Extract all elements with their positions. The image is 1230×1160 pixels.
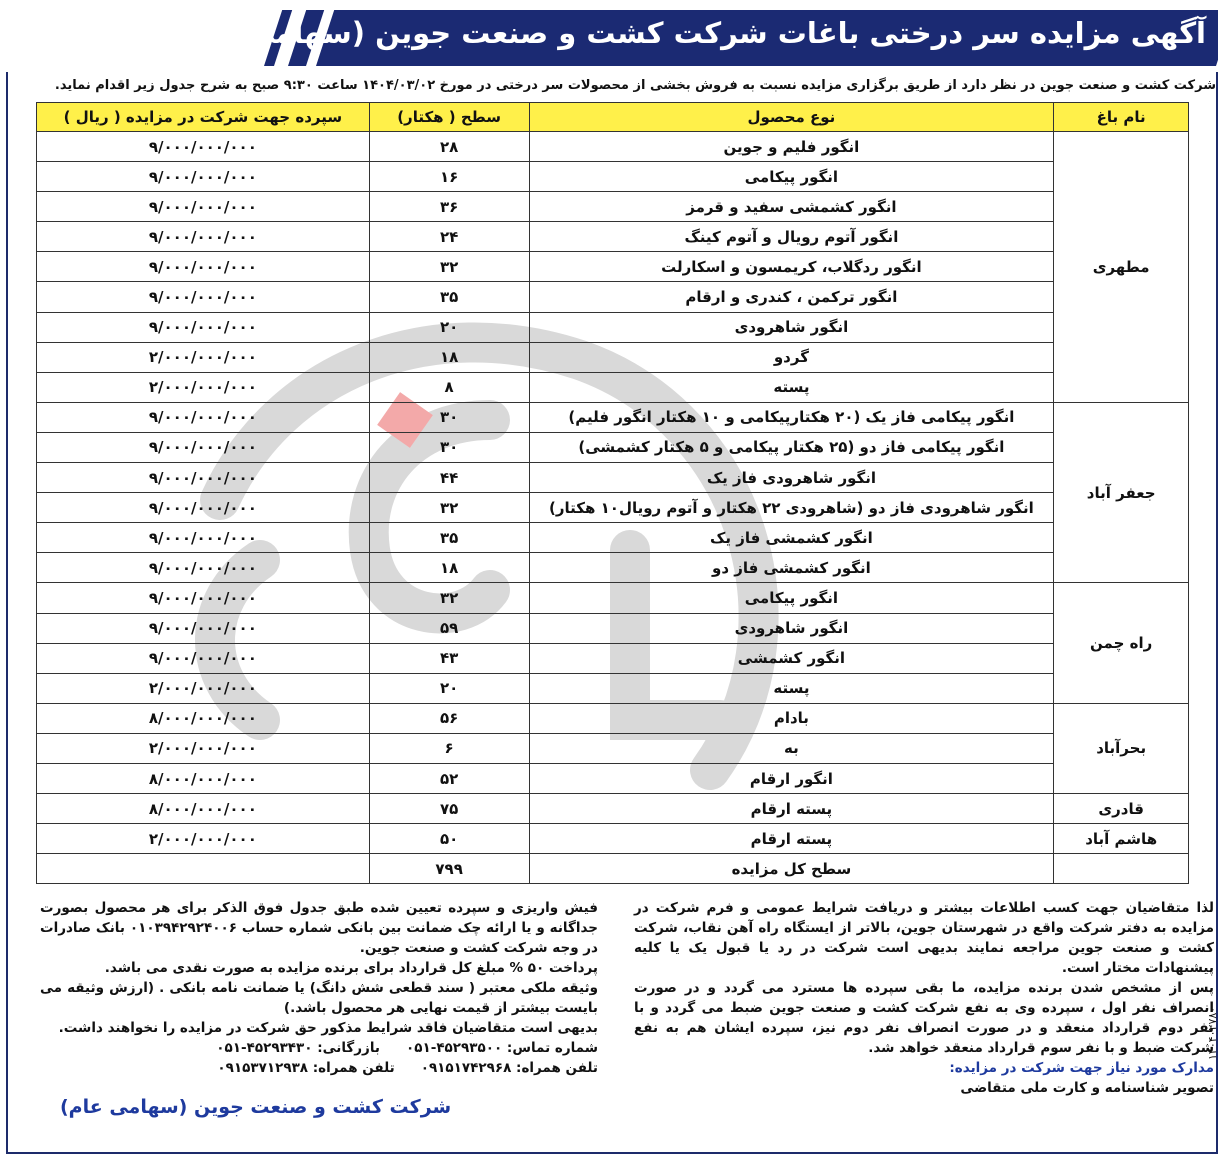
product-cell: انگور کشمشی فاز یک [529,523,1054,553]
terms-paragraph: وثیقه ملکی معتبر ( سند قطعی شش دانگ) یا ضمانت نامه بانکی . (ارزش وثیقه می بایست بیشتر از قیمت نهایی هر محصول باشد.) [40,980,598,1016]
area-cell: ۳۲ [369,252,529,282]
area-cell: ۱۸ [369,553,529,583]
product-cell: به [529,733,1054,763]
product-cell: انگور پیکامی [529,583,1054,613]
deposit-cell: ۹/۰۰۰/۰۰۰/۰۰۰ [37,523,370,553]
area-cell: ۳۵ [369,282,529,312]
area-cell: ۳۰ [369,432,529,462]
header-banner [6,6,1218,72]
product-cell: انگور پیکامی فاز یک (۲۰ هکتارپیکامی و ۱۰ هکتار انگور فلیم) [529,402,1054,432]
deposit-cell: ۸/۰۰۰/۰۰۰/۰۰۰ [37,794,370,824]
deposit-cell: ۹/۰۰۰/۰۰۰/۰۰۰ [37,132,370,162]
area-cell: ۲۰ [369,673,529,703]
deposit-cell: ۹/۰۰۰/۰۰۰/۰۰۰ [37,583,370,613]
area-cell: ۵۲ [369,763,529,793]
area-cell: ۲۰ [369,312,529,342]
deposit-cell: ۹/۰۰۰/۰۰۰/۰۰۰ [37,553,370,583]
product-cell: انگور پیکامی [529,162,1054,192]
product-cell: پسته ارقام [529,824,1054,854]
intro-text: شرکت کشت و صنعت جوین در نظر دارد از طریق برگزاری مزایده نسبت به فروش بخشی از محصولات سر درختی در مورخ ۱۴۰۴/۰۳/۰۲ ساعت ۹:۳۰ صبح به شرح جدول زیر اقدام نماید. [54,78,1216,93]
table-row [37,703,1189,733]
product-cell: انگور کشمشی [529,643,1054,673]
commerce-phone: بازرگانی: ۴۵۲۹۳۴۳۰-۰۵۱ [216,1040,380,1056]
deposit-cell: ۲/۰۰۰/۰۰۰/۰۰۰ [37,733,370,763]
deposit-cell: ۲/۰۰۰/۰۰۰/۰۰۰ [37,372,370,402]
empty-cell [1054,854,1189,884]
product-cell: انگور شاهرودی [529,312,1054,342]
company-signature: شرکت کشت و صنعت جوین (سهامی عام) [60,1096,452,1118]
deposit-cell: ۹/۰۰۰/۰۰۰/۰۰۰ [37,312,370,342]
area-cell: ۶ [369,733,529,763]
deposit-cell: ۹/۰۰۰/۰۰۰/۰۰۰ [37,282,370,312]
terms-paragraph: پس از مشخص شدن برنده مزایده، ما بقی سپرده ها مسترد می گردد و در صورت انصراف نفر اول ، سپرده وی به نفع شرکت کشت و صنعت جوین ضبط می گردد و با نفر دوم قرارداد منعقد و در صورت انصراف نفر دوم نیز، سپرده ایشان هم به نفع شرکت ضبط و با نفر سوم قرارداد منعقد خواهد شد. [634,980,1214,1056]
product-cell: گردو [529,342,1054,372]
area-cell: ۴۳ [369,643,529,673]
garden-cell: قادری [1054,794,1189,824]
area-cell: ۲۴ [369,222,529,252]
area-cell: ۵۹ [369,613,529,643]
auction-table [36,102,1189,884]
deposit-cell: ۲/۰۰۰/۰۰۰/۰۰۰ [37,673,370,703]
area-cell: ۳۶ [369,192,529,222]
area-cell: ۳۲ [369,493,529,523]
table-row [37,643,1189,673]
table-row [37,252,1189,282]
terms-paragraph: لذا متقاضیان جهت کسب اطلاعات بیشتر و دریافت شرایط عمومی و فرم شرکت در مزایده به دفتر شرکت واقع در شهرستان جوین، بالاتر از ایستگاه راه آهن نقاب، شرکت کشت و صنعت جوین مراجعه نمایند بدیهی است شرکت در رد یا قبول یک یا کلیه پیشنهادات مختار است. [634,900,1214,976]
table-header-row [37,103,1189,132]
total-label: سطح کل مزایده [529,854,1054,884]
table-row [37,733,1189,763]
docs-list: تصویر شناسنامه و کارت ملی متقاضی [960,1080,1214,1096]
deposit-cell: ۸/۰۰۰/۰۰۰/۰۰۰ [37,763,370,793]
contact-line [40,1038,598,1058]
contact-phone: شماره تماس: ۴۵۲۹۳۵۰۰-۰۵۱ [405,1040,598,1056]
header-deposit: سپرده جهت شرکت در مزایده ( ریال ) [37,103,370,132]
header-garden: نام باغ [1054,103,1189,132]
deposit-cell: ۲/۰۰۰/۰۰۰/۰۰۰ [37,342,370,372]
terms-right-column [634,898,1214,1098]
deposit-cell: ۸/۰۰۰/۰۰۰/۰۰۰ [37,703,370,733]
table-row [37,613,1189,643]
deposit-cell: ۹/۰۰۰/۰۰۰/۰۰۰ [37,613,370,643]
table-row [37,162,1189,192]
product-cell: انگور شاهرودی فاز یک [529,463,1054,493]
deposit-cell: ۹/۰۰۰/۰۰۰/۰۰۰ [37,402,370,432]
docs-title: مدارک مورد نیاز جهت شرکت در مزایده: [949,1060,1214,1076]
table-row [37,824,1189,854]
product-cell: انگور شاهرودی فاز دو (شاهرودی ۲۲ هکتار و آتوم رویال۱۰ هکتار) [529,493,1054,523]
product-cell: انگور پیکامی فاز دو (۲۵ هکتار پیکامی و ۵ هکتار کشمشی) [529,432,1054,462]
garden-cell: مطهری [1054,132,1189,403]
area-cell: ۲۸ [369,132,529,162]
total-area: ۷۹۹ [369,854,529,884]
empty-cell [37,854,370,884]
garden-cell: راه چمن [1054,583,1189,703]
table-row [37,553,1189,583]
table-row [37,372,1189,402]
area-cell: ۱۸ [369,342,529,372]
garden-cell: بحرآباد [1054,703,1189,793]
area-cell: ۸ [369,372,529,402]
terms-paragraph: پرداخت ۵۰ % مبلغ کل قرارداد برای برنده مزایده به صورت نقدی می باشد. [104,960,598,976]
product-cell: انگور ترکمن ، کندری و ارقام [529,282,1054,312]
terms-paragraph: بدیهی است متقاضیان فاقد شرایط مذکور حق شرکت در مزایده را نخواهند داشت. [58,1020,598,1036]
garden-cell: هاشم آباد [1054,824,1189,854]
terms-left-column [40,898,598,1078]
table-row [37,583,1189,613]
table-body [37,132,1189,884]
mobile-line [40,1058,598,1078]
table-row [37,523,1189,553]
page-title: آگهی مزایده سر درختی باغات شرکت کشت و صنعت جوین (سهامی عام) [170,16,1206,50]
table-row [37,763,1189,793]
product-cell: بادام [529,703,1054,733]
mobile-phone-2: تلفن همراه: ۰۹۱۵۳۷۱۲۹۳۸ [217,1060,395,1076]
product-cell: پسته ارقام [529,794,1054,824]
deposit-cell: ۲/۰۰۰/۰۰۰/۰۰۰ [37,824,370,854]
area-cell: ۳۰ [369,402,529,432]
deposit-cell: ۹/۰۰۰/۰۰۰/۰۰۰ [37,493,370,523]
table-row [37,463,1189,493]
product-cell: انگور شاهرودی [529,613,1054,643]
product-cell: پسته [529,673,1054,703]
terms-paragraph: فیش واریزی و سپرده تعیین شده طبق جدول فوق الذکر برای هر محصول بصورت جداگانه و یا ارائه چک ضمانت بین بانکی شماره حساب ۰۱۰۳۹۴۲۹۲۴۰۰۶ بانک صادرات در وجه شرکت کشت و صنعت جوین. [40,900,598,956]
deposit-cell: ۹/۰۰۰/۰۰۰/۰۰۰ [37,643,370,673]
mobile-phone-1: تلفن همراه: ۰۹۱۵۱۷۴۲۹۶۸ [420,1060,598,1076]
deposit-cell: ۹/۰۰۰/۰۰۰/۰۰۰ [37,463,370,493]
area-cell: ۵۰ [369,824,529,854]
table-row [37,342,1189,372]
product-cell: انگور آتوم رویال و آتوم کینگ [529,222,1054,252]
table-row [37,432,1189,462]
table-row [37,222,1189,252]
product-cell: انگور ارقام [529,763,1054,793]
table-row [37,132,1189,162]
header-product: نوع محصول [529,103,1054,132]
product-cell: انگور کشمشی فاز دو [529,553,1054,583]
area-cell: ۵۶ [369,703,529,733]
area-cell: ۳۲ [369,583,529,613]
garden-cell: جعفر آباد [1054,402,1189,583]
product-cell: انگور کشمشی سفید و قرمز [529,192,1054,222]
deposit-cell: ۹/۰۰۰/۰۰۰/۰۰۰ [37,432,370,462]
deposit-cell: ۹/۰۰۰/۰۰۰/۰۰۰ [37,192,370,222]
area-cell: ۷۵ [369,794,529,824]
total-row [37,854,1189,884]
product-cell: پسته [529,372,1054,402]
deposit-cell: ۹/۰۰۰/۰۰۰/۰۰۰ [37,252,370,282]
table-row [37,192,1189,222]
table-row [37,312,1189,342]
table-row [37,493,1189,523]
table-row [37,794,1189,824]
table-row [37,282,1189,312]
product-cell: انگور فلیم و جوین [529,132,1054,162]
product-cell: انگور ردگلاب، کریمسون و اسکارلت [529,252,1054,282]
table-row [37,673,1189,703]
deposit-cell: ۹/۰۰۰/۰۰۰/۰۰۰ [37,222,370,252]
deposit-cell: ۹/۰۰۰/۰۰۰/۰۰۰ [37,162,370,192]
table-row [37,402,1189,432]
header-area: سطح ( هکتار) [369,103,529,132]
area-cell: ۱۶ [369,162,529,192]
area-cell: ۴۴ [369,463,529,493]
side-code: ۱۴۰۴۰۲۷۸۰ [1206,1006,1219,1060]
area-cell: ۳۵ [369,523,529,553]
